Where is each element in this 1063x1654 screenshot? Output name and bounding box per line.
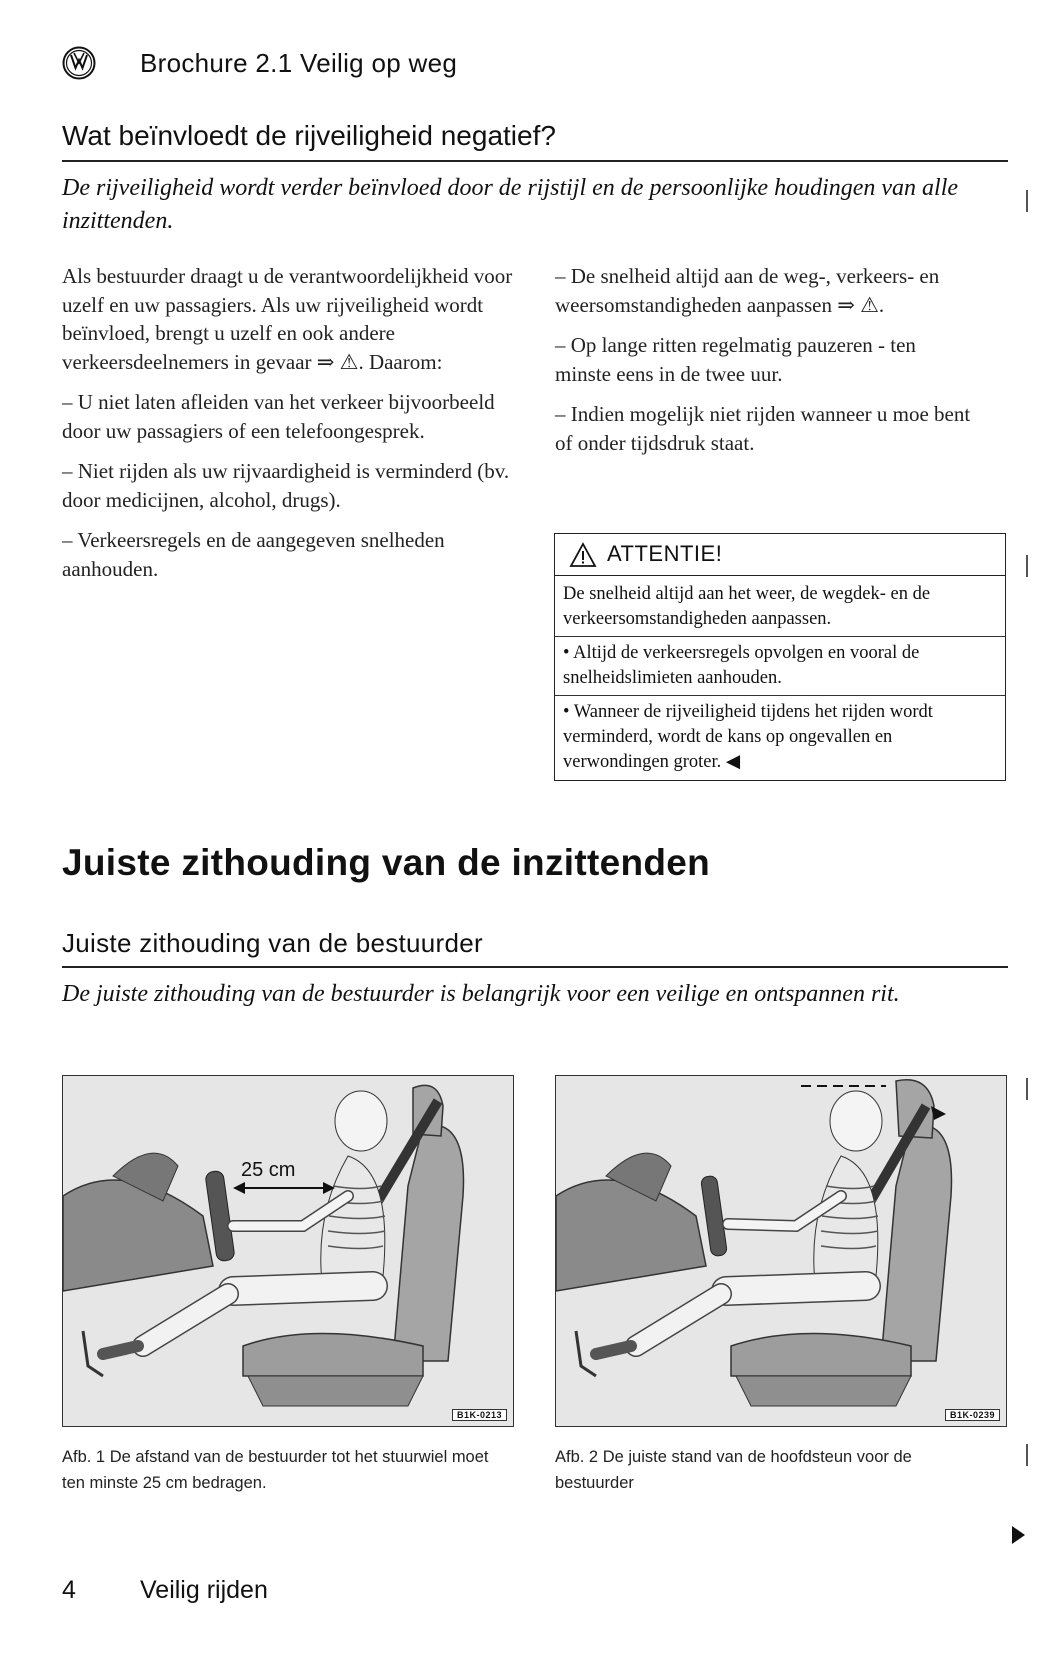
- list-item: – Op lange ritten regelmatig pauzeren - ten minste eens in de twee uur.: [555, 333, 916, 386]
- continue-arrow-icon: [1012, 1526, 1025, 1544]
- figure-code: B1K-0213: [452, 1409, 507, 1421]
- figure-headrest-position: [555, 1075, 1007, 1427]
- paragraph: Als bestuurder draagt u de verantwoordelijkheid voor uzelf en uw passagiers. Als uw rijveiligheid wordt beïnvloed, brengt u uzelf en ook andere verkeersdeelnemers in gevaar ⇒ ⚠. Daarom:: [62, 264, 513, 374]
- distance-label: 25 cm: [241, 1159, 296, 1181]
- section-intro: De juiste zithouding van de bestuurder is belangrijk voor een veilige en ontspannen rit.: [62, 981, 900, 1007]
- list-item: – De snelheid altijd aan de weg-, verkeers- en weersomstandigheden aanpassen ⇒ ⚠.: [555, 264, 940, 317]
- section-intro: De rijveiligheid wordt verder beïnvloed door de rijstijl en de persoonlijke houdingen van alle inzittenden.: [62, 175, 959, 234]
- figure-driver-distance: [62, 1075, 514, 1427]
- chapter-heading: Juiste zithouding van de inzittenden: [62, 842, 711, 883]
- warning-bullet: • Wanneer de rijveiligheid tijdens het rijden wordt verminderd, wordt de kans op ongevallen en verwondingen groter. ◀: [563, 702, 933, 772]
- headrest-illustration: [556, 1076, 1007, 1427]
- warning-separator: [555, 636, 1005, 637]
- section-heading: Wat beïnvloedt de rijveiligheid negatief?: [62, 120, 556, 151]
- margin-mark: [1026, 1444, 1028, 1466]
- subsection-heading: Juiste zithouding van de bestuurder: [62, 928, 483, 958]
- warning-text: De snelheid altijd aan het weer, de wegdek- en de verkeersomstandigheden aanpassen.: [563, 584, 931, 629]
- driver-seat-illustration: [63, 1076, 514, 1427]
- margin-mark: [1026, 555, 1028, 577]
- right-column: [555, 262, 975, 469]
- list-item: – Indien mogelijk niet rijden wanneer u moe bent of onder tijdsdruk staat.: [555, 402, 971, 455]
- margin-mark: [1026, 190, 1028, 212]
- heading-rule: [62, 160, 1008, 162]
- left-column: [62, 262, 514, 595]
- figure-caption: Afb. 1 De afstand van de bestuurder tot het stuurwiel moet ten minste 25 cm bedragen.: [62, 1448, 489, 1492]
- warning-header: [555, 534, 1005, 576]
- warning-separator: [555, 695, 1005, 696]
- warning-box: [554, 533, 1006, 781]
- brochure-title: Brochure 2.1 Veilig op weg: [140, 48, 458, 78]
- figure-caption: Afb. 2 De juiste stand van de hoofdsteun voor de bestuurder: [555, 1448, 912, 1492]
- heading-rule: [62, 966, 1008, 968]
- figure-code: B1K-0239: [945, 1409, 1000, 1421]
- footer-chapter: Veilig rijden: [140, 1576, 268, 1604]
- warning-title: ATTENTIE!: [607, 541, 723, 566]
- list-item: – U niet laten afleiden van het verkeer bijvoorbeeld door uw passagiers of een telefoongesprek.: [62, 390, 495, 443]
- list-item: – Niet rijden als uw rijvaardigheid is verminderd (bv. door medicijnen, alcohol, drugs).: [62, 459, 510, 512]
- warning-triangle-icon: [569, 542, 597, 568]
- page-number: 4: [62, 1576, 76, 1604]
- vw-logo-icon: [62, 46, 96, 80]
- list-item: – Verkeersregels en de aangegeven snelheden aanhouden.: [62, 528, 445, 581]
- margin-mark: [1026, 1078, 1028, 1100]
- warning-bullet: • Altijd de verkeersregels opvolgen en vooral de snelheidslimieten aanhouden.: [563, 643, 920, 688]
